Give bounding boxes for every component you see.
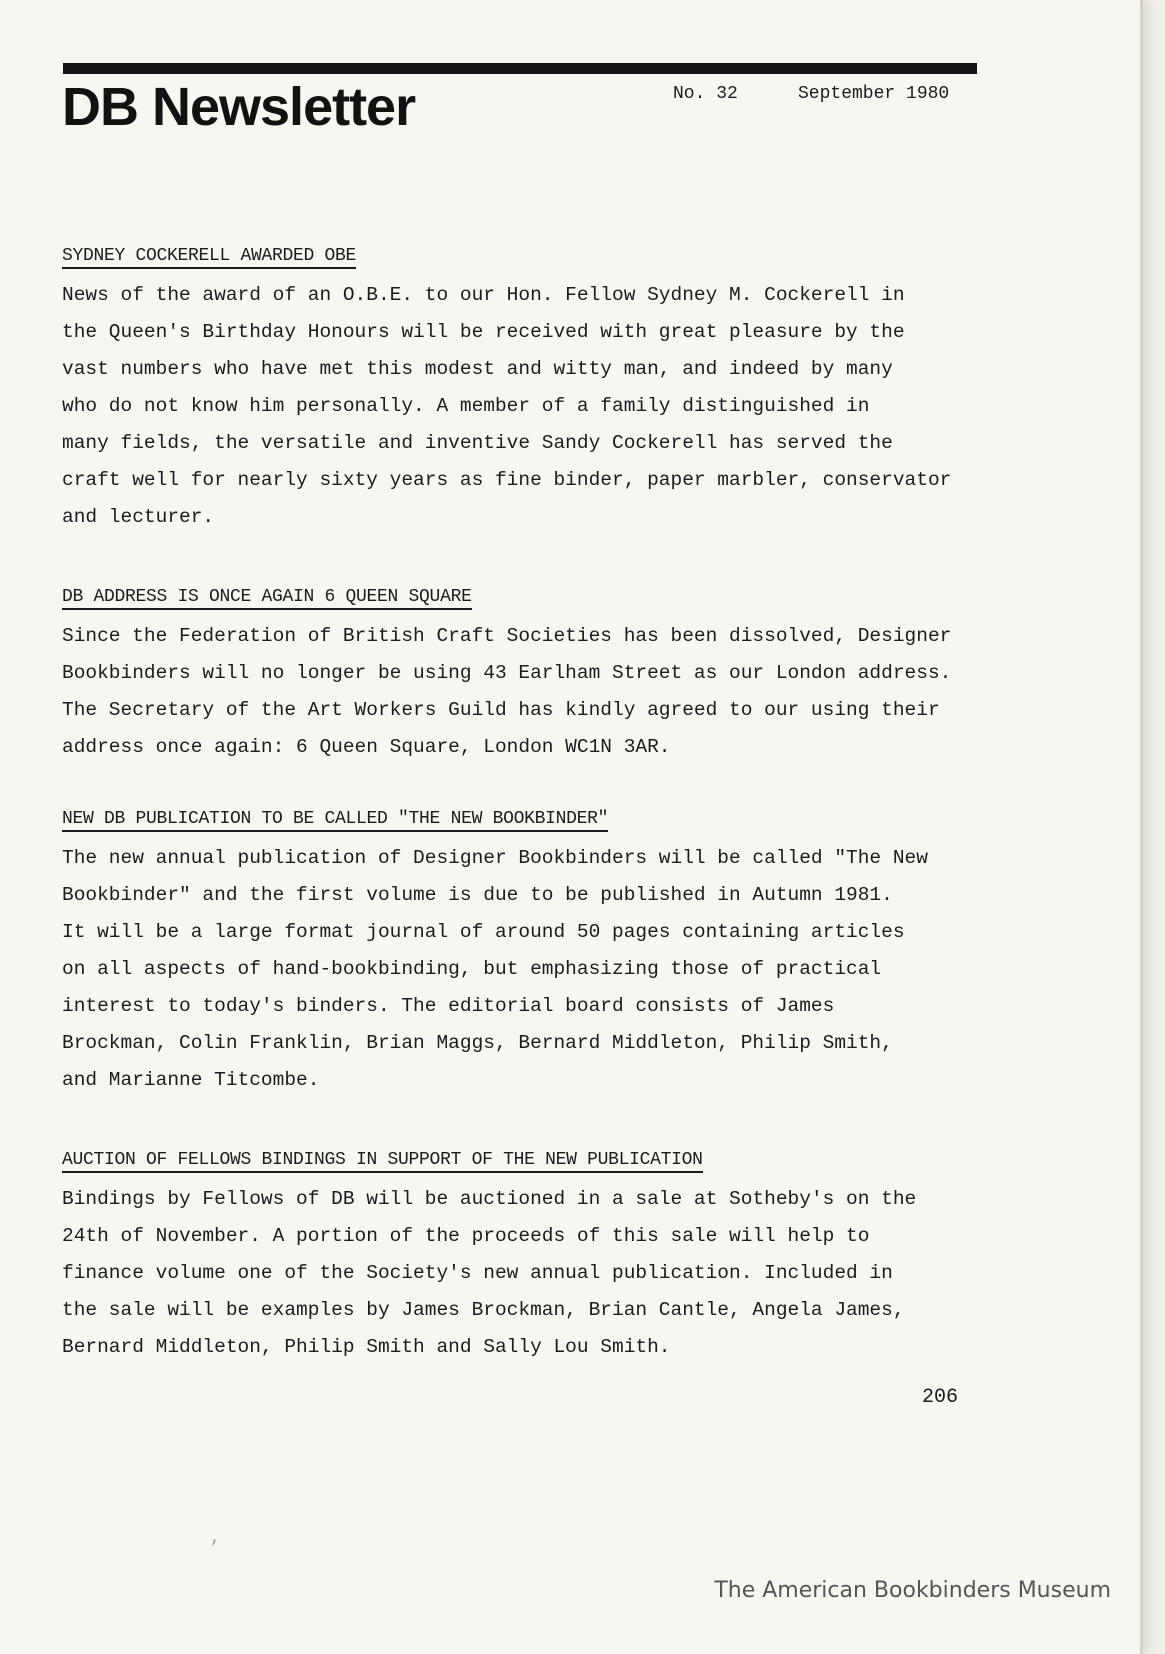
issue-number: No. 32 [673, 84, 738, 104]
page-number: 206 [922, 1386, 959, 1409]
article-cockerell-obe [62, 246, 1012, 536]
article-line: Since the Federation of British Craft Societies has been dissolved, Designer [62, 625, 952, 647]
article-line: News of the award of an O.B.E. to our Hon. Fellow Sydney M. Cockerell in [62, 284, 905, 306]
article-line: the sale will be examples by James Brockman, Brian Cantle, Angela James, [62, 1299, 905, 1321]
masthead-rule [63, 63, 977, 74]
article-line: vast numbers who have met this modest and witty man, and indeed by many [62, 358, 893, 380]
article-line: It will be a large format journal of around 50 pages containing articles [62, 921, 905, 943]
newsletter-title: DB Newsletter [62, 77, 416, 137]
article-line: 24th of November. A portion of the proceeds of this sale will help to [62, 1225, 870, 1247]
article-line: Bookbinders will no longer be using 43 Earlham Street as our London address. [62, 662, 952, 684]
article-address [62, 587, 1012, 766]
issue-date: September 1980 [798, 84, 950, 104]
article-line: and Marianne Titcombe. [62, 1069, 320, 1091]
article-line: interest to today's binders. The editorial board consists of James [62, 995, 835, 1017]
article-line: many fields, the versatile and inventive Sandy Cockerell has served the [62, 432, 893, 454]
article-line: craft well for nearly sixty years as fine binder, paper marbler, conservator [62, 469, 952, 491]
article-new-bookbinder [62, 809, 1012, 1099]
article-line: address once again: 6 Queen Square, London WC1N 3AR. [62, 736, 671, 758]
article-line: finance volume one of the Society's new annual publication. Included in [62, 1262, 893, 1284]
article-line: Bindings by Fellows of DB will be auctioned in a sale at Sotheby's on the [62, 1188, 917, 1210]
article-headline: NEW DB PUBLICATION TO BE CALLED "THE NEW BOOKBINDER" [62, 809, 608, 832]
article-line: who do not know him personally. A member of a family distinguished in [62, 395, 870, 417]
article-line: on all aspects of hand-bookbinding, but emphasizing those of practical [62, 958, 882, 980]
article-headline: AUCTION OF FELLOWS BINDINGS IN SUPPORT OF THE NEW PUBLICATION [62, 1150, 703, 1173]
article-line: The new annual publication of Designer Bookbinders will be called "The New [62, 847, 928, 869]
museum-watermark: The American Bookbinders Museum [714, 1578, 1111, 1603]
article-line: Brockman, Colin Franklin, Brian Maggs, Bernard Middleton, Philip Smith, [62, 1032, 893, 1054]
article-line: Bookbinder" and the first volume is due to be published in Autumn 1981. [62, 884, 893, 906]
article-line: Bernard Middleton, Philip Smith and Sally Lou Smith. [62, 1336, 671, 1358]
article-line: and lecturer. [62, 506, 215, 528]
article-line: the Queen's Birthday Honours will be received with great pleasure by the [62, 321, 905, 343]
article-headline: SYDNEY COCKERELL AWARDED OBE [62, 246, 356, 269]
article-line: The Secretary of the Art Workers Guild has kindly agreed to our using their [62, 699, 940, 721]
article-headline: DB ADDRESS IS ONCE AGAIN 6 QUEEN SQUARE [62, 587, 472, 610]
ink-speck: , [210, 1528, 221, 1548]
article-auction [62, 1150, 1012, 1366]
